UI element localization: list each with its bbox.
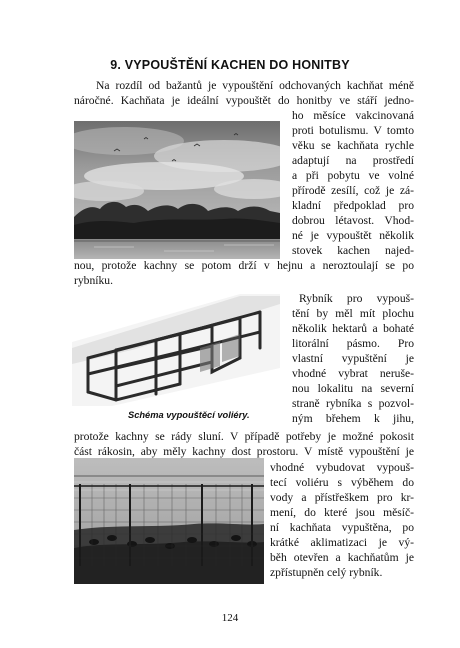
text-line: vlastní vypuštění je [292, 352, 414, 365]
text-line: nou lokalitu na severní [292, 382, 414, 395]
text-line: a při pobytu ve volné [292, 169, 414, 182]
text-line: stovek kachen najed- [292, 244, 414, 257]
text-line: nou, protože kachny se potom drží v hejnu a neroztoulají se po [74, 259, 414, 272]
text-line: tecí voliéru s výběhem do [270, 476, 414, 489]
lake-photo-graphic [74, 121, 280, 259]
aviary-diagram [72, 288, 280, 416]
text-line: litorální pásmo. Pro [292, 337, 414, 350]
ducks-enclosure-photo [74, 458, 264, 584]
text-line: straně rybníka s pozvol- [292, 397, 414, 410]
text-line: mení, do které jsou měsíč- [270, 506, 414, 519]
text-line: proti botulismu. V tomto [292, 124, 414, 137]
text-line: vhodné vybrat neruše- [292, 367, 414, 380]
text-line: ho měsíce vakcinovaná [292, 109, 414, 122]
text-line: ným břehem k jihu, [292, 412, 414, 425]
text-line: tění by měl mít plochu [292, 307, 414, 320]
text-line: protože kachny se rády sluní. V případě potřeby je možné pokosit [74, 430, 414, 443]
diagram-caption: Schéma vypouštěcí voliéry. [128, 410, 250, 420]
text-line: dobrou létavost. Vhod- [292, 214, 414, 227]
text-line: vhodné vybudovat vypouš- [270, 461, 414, 474]
text-line: Rybník pro vypouš- [299, 292, 414, 305]
text-line: přírodě zesílí, což je zá- [292, 184, 414, 197]
text-line: část rákosin, aby měly kachny dost prostoru. V místě vypouštění je [74, 445, 414, 458]
ducks-enclosure-graphic [74, 458, 264, 584]
text-line: náročné. Kachňata je ideální vypouštět do honitby ve stáří jedno- [74, 94, 414, 107]
text-line: adaptují na prostředí [292, 154, 414, 167]
text-line: věku se kachňata rychle [292, 139, 414, 152]
text-line: kladní předpoklad pro [292, 199, 414, 212]
text-line: krátké aklimatizaci je vý- [270, 536, 414, 549]
text-line: rybníku. [74, 274, 113, 287]
text-line: ní kachňata vypuštěna, po [270, 521, 414, 534]
text-line: né je vypouštět několik [292, 229, 414, 242]
page-number: 124 [221, 612, 239, 624]
lake-photo [74, 121, 280, 259]
chapter-heading: 9. VYPOUŠTĚNÍ KACHEN DO HONITBY [110, 58, 350, 72]
text-line: vody a přístřeškem pro kr- [270, 491, 414, 504]
text-line: zpřístupněn celý rybník. [270, 566, 383, 579]
text-line: běh otevřen a kachňatům je [270, 551, 414, 564]
aviary-diagram-graphic [72, 288, 280, 416]
text-line: Na rozdíl od bažantů je vypouštění odchovaných kachňat méně [96, 79, 414, 92]
text-line: několik hektarů a bohaté [292, 322, 414, 335]
